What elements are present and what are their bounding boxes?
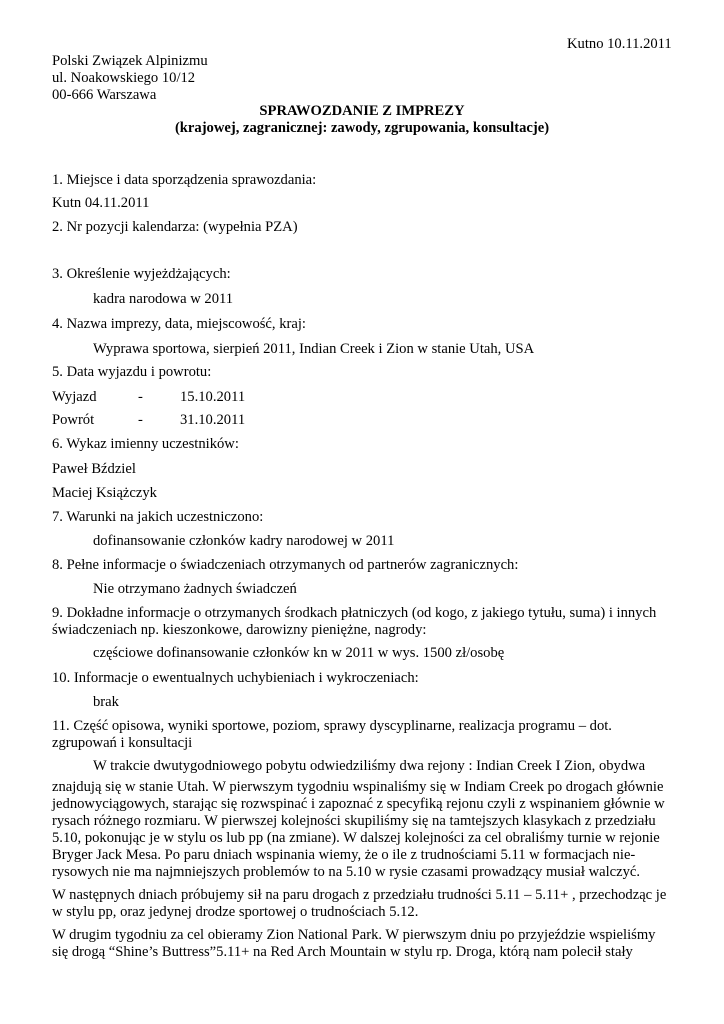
- section-11-label-line-2: zgrupowań i konsultacji: [52, 735, 193, 751]
- section-7-label: 7. Warunki na jakich uczestniczono:: [52, 509, 264, 525]
- participant-1: Paweł Bździel: [52, 461, 136, 477]
- recipient-city: 00-666 Warszawa: [52, 87, 157, 103]
- departure-dash: -: [138, 389, 143, 405]
- section-8-value: Nie otrzymano żadnych świadczeń: [93, 581, 297, 597]
- section-7-value: dofinansowanie członków kadry narodowej w 2011: [93, 533, 395, 549]
- section-6-label: 6. Wykaz imienny uczestników:: [52, 436, 239, 452]
- narrative-p1-line-5: 5.10, pokonując je w stylu os lub pp (na zmiane). W dalszej kolejności za cel obraliśmy turnie w rejonie: [52, 830, 660, 846]
- departure-label: Wyjazd: [52, 389, 97, 405]
- section-9-label-line-2: świadczeniach np. kieszonkowe, darowizny pieniężne, nagrody:: [52, 622, 427, 638]
- narrative-p1-line-3: jednowyciągowych, starając się rozwspinać i zapoznać z specyfiką rejonu czyli z wspinaniem głównie w: [52, 796, 665, 812]
- section-1-value: Kutn 04.11.2011: [52, 195, 150, 211]
- return-dash: -: [138, 412, 143, 428]
- section-2-label: 2. Nr pozycji kalendarza: (wypełnia PZA): [52, 219, 298, 235]
- departure-date: 15.10.2011: [180, 389, 246, 405]
- section-10-value: brak: [93, 694, 119, 710]
- narrative-p1-line-2: znajdują się w stanie Utah. W pierwszym tygodniu wspinaliśmy się w Indiam Creek po drogach głównie: [52, 779, 664, 795]
- section-1-label: 1. Miejsce i data sporządzenia sprawozdania:: [52, 172, 317, 188]
- departure-row: [52, 388, 97, 406]
- narrative-p2-line-1: W następnych dniach próbujemy sił na paru drogach z przedziału trudności 5.11 – 5.11+ , przechodząc je: [52, 887, 667, 903]
- narrative-p3-line-1: W drugim tygodniu za cel obieramy Zion National Park. W pierwszym dniu po przyjeździe wspieliśmy: [52, 927, 656, 943]
- report-date-place: Kutno 10.11.2011: [567, 36, 672, 52]
- section-3-value: kadra narodowa w 2011: [93, 291, 234, 307]
- section-3-label: 3. Określenie wyjeżdżających:: [52, 266, 231, 282]
- narrative-p1-line-7: rysowych nie ma najmniejszych problemów to na 5.10 w rysie czasami prowadzący musiał walczyć.: [52, 864, 641, 880]
- document-title: SPRAWOZDANIE Z IMPREZY: [259, 103, 465, 119]
- participant-2: Maciej Książczyk: [52, 485, 157, 501]
- return-date: 31.10.2011: [180, 412, 246, 428]
- narrative-p1-line-1: W trakcie dwutygodniowego pobytu odwiedziliśmy dwa rejony : Indian Creek I Zion, obydwa: [93, 758, 646, 774]
- narrative-p2-line-2: w stylu pp, oraz jedynej drodze sportowej o trudnościach 5.12.: [52, 904, 419, 920]
- narrative-p1-line-6: Bryger Jack Mesa. Po paru dniach wspinania wiemy, że o ile z trudnościami 5.11 w formacjach nie-: [52, 847, 636, 863]
- narrative-p3-line-2: się drogą “Shine’s Buttress”5.11+ na Red Arch Mountain w stylu rp. Droga, którą nam polecił stały: [52, 944, 633, 960]
- section-9-label-line-1: 9. Dokładne informacje o otrzymanych środkach płatniczych (od kogo, z jakiego tytułu, suma) i innych: [52, 605, 657, 621]
- recipient-name: Polski Związek Alpinizmu: [52, 53, 208, 69]
- section-10-label: 10. Informacje o ewentualnych uchybieniach i wykroczeniach:: [52, 670, 419, 686]
- narrative-p1-line-4: rysach różnego rozmiaru. W pierwszej kolejności skupiliśmy się na tamtejszych klasykach z przedziału: [52, 813, 656, 829]
- section-8-label: 8. Pełne informacje o świadczeniach otrzymanych od partnerów zagranicznych:: [52, 557, 519, 573]
- section-5-label: 5. Data wyjazdu i powrotu:: [52, 364, 212, 380]
- document-subtitle: (krajowej, zagranicznej: zawody, zgrupowania, konsultacje): [174, 120, 550, 136]
- return-label: Powrót: [52, 412, 95, 428]
- section-4-value: Wyprawa sportowa, sierpień 2011, Indian Creek i Zion w stanie Utah, USA: [93, 341, 535, 357]
- section-4-label: 4. Nazwa imprezy, data, miejscowość, kraj:: [52, 316, 306, 332]
- section-11-label-line-1: 11. Część opisowa, wyniki sportowe, poziom, sprawy dyscyplinarne, realizacja programu – dot.: [52, 718, 612, 734]
- recipient-street: ul. Noakowskiego 10/12: [52, 70, 196, 86]
- section-9-value: częściowe dofinansowanie członków kn w 2011 w wys. 1500 zł/osobę: [93, 645, 505, 661]
